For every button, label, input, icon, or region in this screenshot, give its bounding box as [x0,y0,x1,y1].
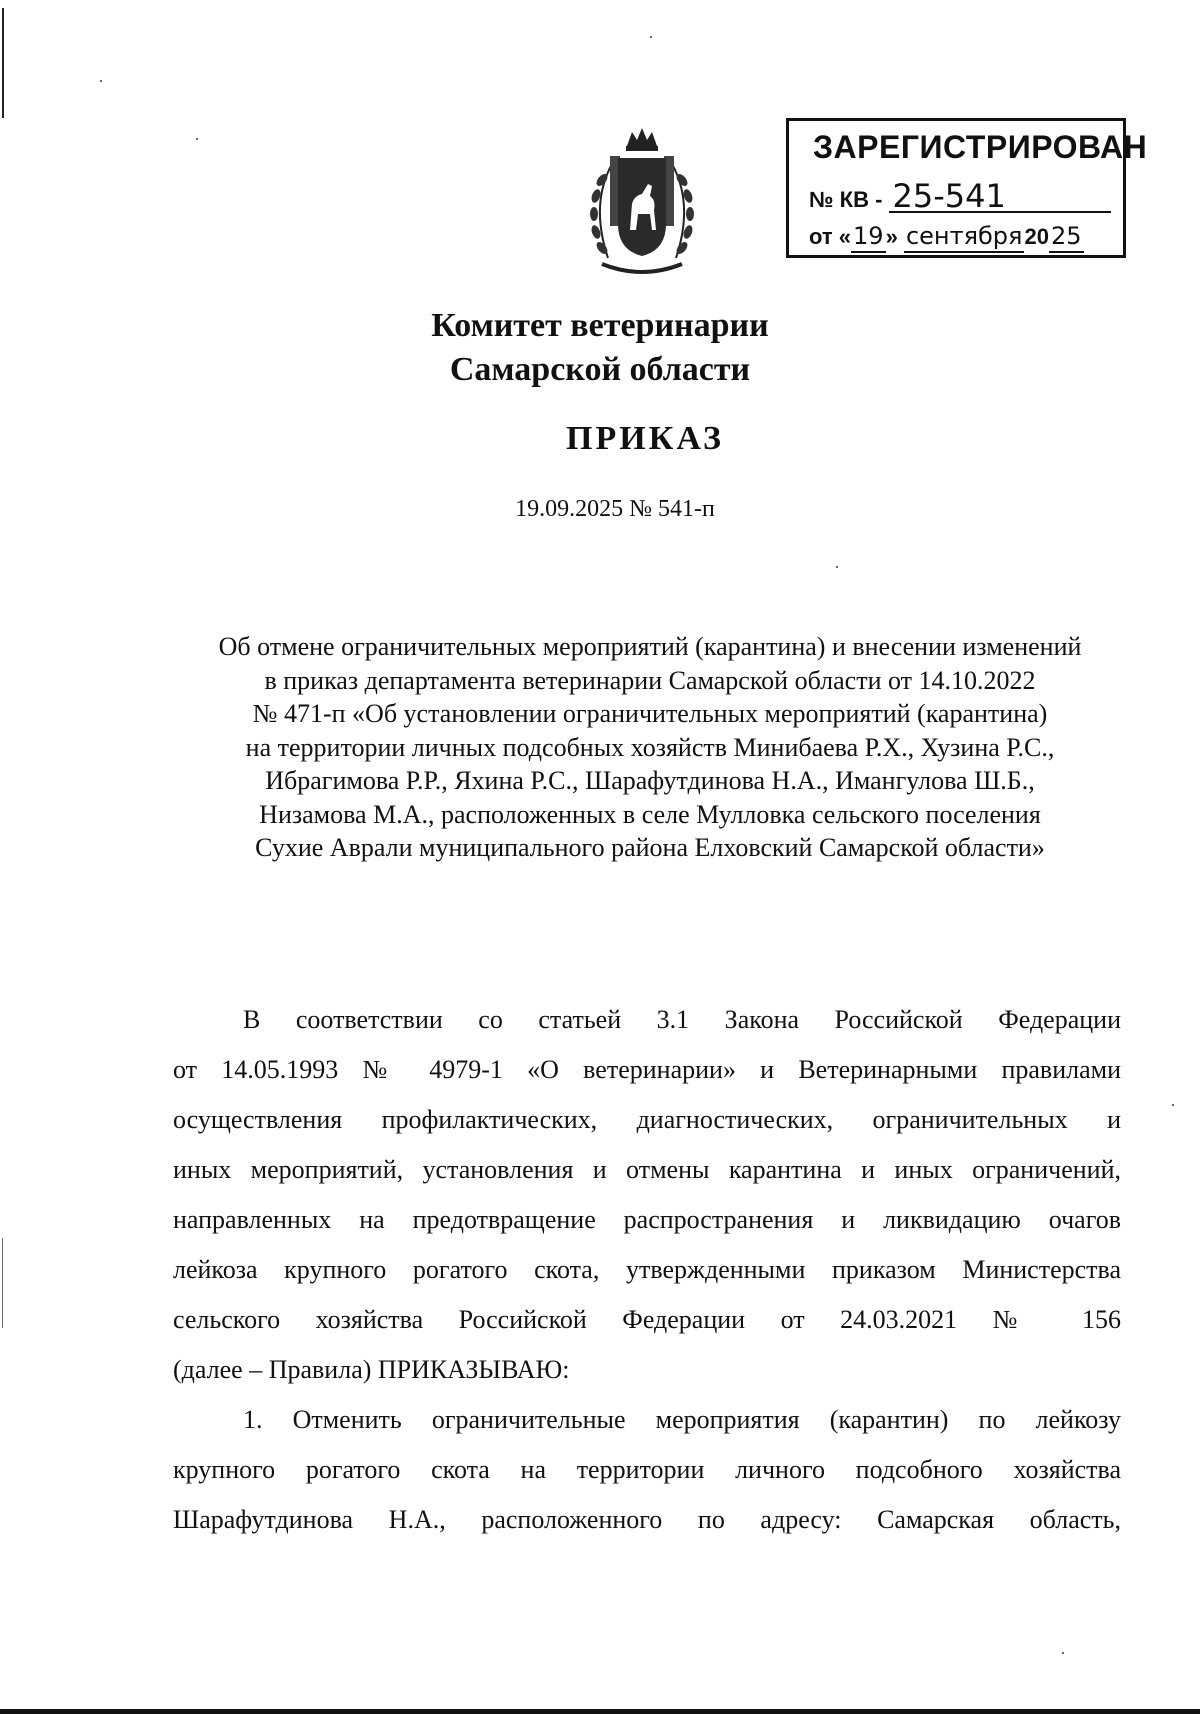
title-line: в приказ департамента ветеринарии Самарской области от 14.10.2022 [264,665,1036,695]
coat-of-arms-icon [572,124,712,282]
stamp-date-day: 19 [851,221,886,253]
title-line: Сухие Аврали муниципального района Елховский Самарской области» [255,833,1045,862]
stamp-number-value: 25-541 [889,181,1111,213]
scan-edge-bar [0,1709,1200,1714]
body-line: сельского хозяйства Российской Федерации от 24.03.2021 № 156 [173,1305,1121,1334]
body-line: направленных на предотвращение распространения и ликвидацию очагов [173,1205,1121,1234]
stamp-title: ЗАРЕГИСТРИРОВАН [813,129,1148,165]
scan-speck [100,80,102,82]
document-date-number: 19.09.2025 № 541-п [515,496,715,522]
stamp-date-prefix: от « [809,224,852,249]
scan-speck [1172,1104,1174,1106]
scan-edge-line [2,1238,3,1328]
title-line: Об отмене ограничительных мероприятий (карантина) и внесении изменений [218,632,1082,661]
document-type: ПРИКАЗ [566,420,724,457]
stamp-date-month: сентября [904,221,1025,253]
body-line: В соответствии со статьей 3.1 Закона Российской Федерации [243,1005,1121,1034]
stamp-year-value: 25 [1049,221,1084,253]
registration-stamp [786,118,1148,258]
title-line: Ибрагимова Р.Р., Яхина Р.С., Шарафутдинова Н.А., Имангулова Ш.Б., [265,766,1035,795]
body-line: осуществления профилактических, диагностических, ограничительных и [173,1105,1121,1134]
body-line: (далее – Правила) ПРИКАЗЫВАЮ: [173,1355,570,1384]
document-body [173,995,1121,1545]
title-line: на территории личных подсобных хозяйств Минибаева Р.Х., Хузина Р.С., [245,732,1055,762]
stamp-year-label: 20 [1024,224,1049,249]
stamp-number-row [809,177,1111,215]
body-line: Шарафутдинова Н.А., расположенного по адресу: Самарская область, [173,1505,1121,1534]
scan-speck [1062,1652,1064,1654]
scan-edge-line [2,8,4,118]
org-line: Самарской области [449,351,751,388]
stamp-number-label: № КВ - [809,187,883,212]
title-line: Низамова М.А., расположенных в селе Мулловка сельского поселения [259,799,1041,829]
body-line: 1. Отменить ограничительные мероприятия (карантин) по лейкозу [243,1405,1121,1434]
org-line: Комитет ветеринарии [431,307,769,344]
scan-speck [836,566,838,568]
stamp-date-mid: » [885,224,898,249]
body-line: лейкоза крупного рогатого скота, утвержденными приказом Министерства [173,1255,1121,1284]
body-line: от 14.05.1993 № 4979-1 «О ветеринарии» и Ветеринарными правилами [173,1055,1121,1084]
organization-name [0,304,1200,392]
document-title [140,630,1160,865]
body-line: иных мероприятий, установления и отмены карантина и иных ограничений, [173,1155,1121,1184]
scan-speck [196,138,198,140]
title-line: № 471-п «Об установлении ограничительных мероприятий (карантина) [252,699,1048,728]
stamp-date-row [809,221,1084,253]
scan-speck [650,36,652,38]
body-line: крупного рогатого скота на территории личного подсобного хозяйства [173,1455,1121,1484]
